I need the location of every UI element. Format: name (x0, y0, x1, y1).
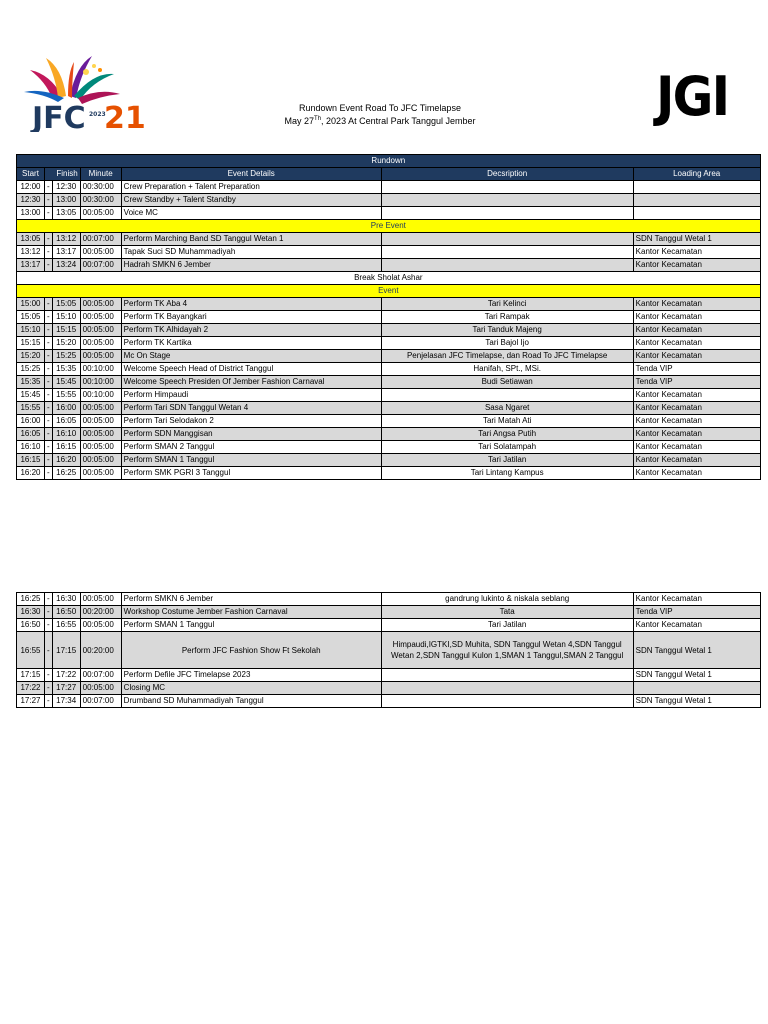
start-cell: 12:00 (17, 181, 45, 194)
dash-cell: - (45, 376, 53, 389)
start-cell: 16:55 (17, 632, 45, 669)
finish-cell: 15:45 (52, 376, 80, 389)
description-cell (381, 233, 633, 246)
minute-cell: 00:05:00 (80, 428, 121, 441)
details-cell: Welcome Speech Presiden Of Jember Fashion Carnaval (121, 376, 381, 389)
details-cell: Perform SMAN 1 Tanggul (121, 619, 381, 632)
minute-cell: 00:05:00 (80, 350, 121, 363)
rundown-table-continued (16, 592, 761, 708)
loading-area-cell: Kantor Kecamatan (633, 350, 760, 363)
finish-cell: 16:30 (52, 593, 80, 606)
details-cell: Perform JFC Fashion Show Ft Sekolah (121, 632, 381, 669)
document-subtitle: May 27Th, 2023 At Central Park Tanggul Jember (284, 116, 476, 126)
document-title: Rundown Event Road To JFC Timelapse (299, 103, 461, 113)
minute-cell: 00:05:00 (80, 619, 121, 632)
minute-cell: 00:05:00 (80, 207, 121, 220)
col-description-header: Decsription (381, 168, 633, 181)
finish-cell: 17:27 (52, 682, 80, 695)
description-cell (381, 246, 633, 259)
description-cell: Tari Angsa Putih (381, 428, 633, 441)
minute-cell: 00:07:00 (80, 695, 121, 708)
finish-cell: 15:35 (52, 363, 80, 376)
finish-cell: 13:24 (52, 259, 80, 272)
loading-area-cell: SDN Tanggul Wetal 1 (633, 695, 760, 708)
start-cell: 16:30 (17, 606, 45, 619)
details-cell: Perform TK Aba 4 (121, 298, 381, 311)
description-cell: Tari Solatampah (381, 441, 633, 454)
loading-area-cell: Kantor Kecamatan (633, 619, 760, 632)
table-row (17, 428, 761, 441)
table-row (17, 695, 761, 708)
col-start-header: Start (17, 168, 45, 181)
start-cell: 15:25 (17, 363, 45, 376)
dash-cell: - (45, 194, 53, 207)
finish-cell: 15:55 (52, 389, 80, 402)
minute-cell: 00:10:00 (80, 376, 121, 389)
details-cell: Perform SMAN 2 Tanggul (121, 441, 381, 454)
start-cell: 13:00 (17, 207, 45, 220)
loading-area-cell (633, 181, 760, 194)
table-row (17, 619, 761, 632)
description-cell: Hanifah, SPt., MSi. (381, 363, 633, 376)
finish-cell: 15:25 (52, 350, 80, 363)
table-row (17, 311, 761, 324)
details-cell: Voice MC (121, 207, 381, 220)
table-row (17, 259, 761, 272)
table-row (17, 415, 761, 428)
break-row: Break Sholat Ashar (17, 272, 761, 285)
description-cell (381, 682, 633, 695)
minute-cell: 00:05:00 (80, 682, 121, 695)
col-minute-header: Minute (80, 168, 121, 181)
details-cell: Mc On Stage (121, 350, 381, 363)
loading-area-cell: Kantor Kecamatan (633, 415, 760, 428)
dash-cell: - (45, 233, 53, 246)
table-row (17, 682, 761, 695)
finish-cell: 13:17 (52, 246, 80, 259)
dash-cell: - (45, 311, 53, 324)
details-cell: Crew Standby + Talent Standby (121, 194, 381, 207)
dash-cell: - (45, 454, 53, 467)
start-cell: 13:12 (17, 246, 45, 259)
dash-cell: - (45, 593, 53, 606)
description-cell: Tari Jatilan (381, 454, 633, 467)
dash-cell: - (45, 350, 53, 363)
table-row (17, 298, 761, 311)
table-row (17, 376, 761, 389)
start-cell: 16:00 (17, 415, 45, 428)
dash-cell: - (45, 682, 53, 695)
start-cell: 15:15 (17, 337, 45, 350)
loading-area-cell: Kantor Kecamatan (633, 428, 760, 441)
dash-cell: - (45, 428, 53, 441)
minute-cell: 00:05:00 (80, 337, 121, 350)
minute-cell: 00:10:00 (80, 389, 121, 402)
finish-cell: 15:15 (52, 324, 80, 337)
finish-cell: 17:22 (52, 669, 80, 682)
details-cell: Perform Marching Band SD Tanggul Wetan 1 (121, 233, 381, 246)
minute-cell: 00:05:00 (80, 467, 121, 480)
loading-area-cell: Tenda VIP (633, 606, 760, 619)
loading-area-cell: SDN Tanggul Wetal 1 (633, 632, 760, 669)
table-row (17, 194, 761, 207)
finish-cell: 16:00 (52, 402, 80, 415)
loading-area-cell: Kantor Kecamatan (633, 337, 760, 350)
start-cell: 15:55 (17, 402, 45, 415)
dash-cell: - (45, 467, 53, 480)
start-cell: 16:10 (17, 441, 45, 454)
description-cell: Himpaudi,IGTKI,SD Muhita, SDN Tanggul Wetan 4,SDN Tanggul Wetan 2,SDN Tanggul Kulon 1,SMAN 1 Tanggul,SMAN 2 Tanggul (381, 632, 633, 669)
start-cell: 16:50 (17, 619, 45, 632)
description-cell (381, 259, 633, 272)
minute-cell: 00:05:00 (80, 298, 121, 311)
finish-cell: 15:20 (52, 337, 80, 350)
table-row (17, 246, 761, 259)
start-cell: 13:17 (17, 259, 45, 272)
start-cell: 17:27 (17, 695, 45, 708)
loading-area-cell: Kantor Kecamatan (633, 389, 760, 402)
dash-cell: - (45, 207, 53, 220)
loading-area-cell: SDN Tanggul Wetal 1 (633, 669, 760, 682)
finish-cell: 15:10 (52, 311, 80, 324)
finish-cell: 16:15 (52, 441, 80, 454)
table-row (17, 467, 761, 480)
jfc21-logo (22, 52, 147, 132)
dash-cell: - (45, 606, 53, 619)
description-cell (381, 389, 633, 402)
dash-cell: - (45, 181, 53, 194)
minute-cell: 00:30:00 (80, 181, 121, 194)
dash-cell: - (45, 402, 53, 415)
loading-area-cell: Tenda VIP (633, 376, 760, 389)
loading-area-cell: Kantor Kecamatan (633, 311, 760, 324)
minute-cell: 00:10:00 (80, 363, 121, 376)
jgi-logo: JGI (656, 65, 729, 128)
minute-cell: 00:07:00 (80, 233, 121, 246)
start-cell: 17:15 (17, 669, 45, 682)
table-row (17, 441, 761, 454)
finish-cell: 16:50 (52, 606, 80, 619)
feather-crest-icon (24, 56, 120, 104)
dash-cell: - (45, 415, 53, 428)
dash-cell: - (45, 695, 53, 708)
finish-cell: 13:12 (52, 233, 80, 246)
loading-area-cell: SDN Tanggul Wetal 1 (633, 233, 760, 246)
description-cell: Tari Matah Ati (381, 415, 633, 428)
table-row (17, 593, 761, 606)
start-cell: 16:20 (17, 467, 45, 480)
description-cell (381, 181, 633, 194)
loading-area-cell (633, 194, 760, 207)
description-cell: gandrung lukinto & niskala seblang (381, 593, 633, 606)
dash-cell: - (45, 632, 53, 669)
dash-cell: - (45, 324, 53, 337)
details-cell: Perform SMAN 1 Tanggul (121, 454, 381, 467)
dash-cell: - (45, 363, 53, 376)
minute-cell: 00:05:00 (80, 246, 121, 259)
loading-area-cell: Kantor Kecamatan (633, 593, 760, 606)
details-cell: Crew Preparation + Talent Preparation (121, 181, 381, 194)
table-row (17, 337, 761, 350)
dash-cell: - (45, 669, 53, 682)
start-cell: 17:22 (17, 682, 45, 695)
details-cell: Perform Defile JFC Timelapse 2023 (121, 669, 381, 682)
description-cell: Tari Bajol Ijo (381, 337, 633, 350)
description-cell: Tari Jatilan (381, 619, 633, 632)
rundown-table (16, 154, 761, 480)
section-event: Event (17, 285, 761, 298)
loading-area-cell: Kantor Kecamatan (633, 298, 760, 311)
description-cell: Tari Kelinci (381, 298, 633, 311)
finish-cell: 12:30 (52, 181, 80, 194)
minute-cell: 00:05:00 (80, 415, 121, 428)
dash-cell: - (45, 298, 53, 311)
dash-cell: - (45, 259, 53, 272)
start-cell: 12:30 (17, 194, 45, 207)
table-row (17, 363, 761, 376)
loading-area-cell: Kantor Kecamatan (633, 246, 760, 259)
loading-area-cell: Kantor Kecamatan (633, 324, 760, 337)
minute-cell: 00:20:00 (80, 632, 121, 669)
loading-area-cell (633, 682, 760, 695)
description-cell: Tata (381, 606, 633, 619)
details-cell: Perform Tari SDN Tanggul Wetan 4 (121, 402, 381, 415)
details-cell: Tapak Suci SD Muhammadiyah (121, 246, 381, 259)
minute-cell: 00:05:00 (80, 593, 121, 606)
loading-area-cell: Kantor Kecamatan (633, 454, 760, 467)
start-cell: 15:45 (17, 389, 45, 402)
description-cell: Sasa Ngaret (381, 402, 633, 415)
finish-cell: 16:25 (52, 467, 80, 480)
minute-cell: 00:07:00 (80, 259, 121, 272)
description-cell: Penjelasan JFC Timelapse, dan Road To JFC Timelapse (381, 350, 633, 363)
finish-cell: 13:05 (52, 207, 80, 220)
table-row (17, 233, 761, 246)
table-row (17, 207, 761, 220)
start-cell: 15:35 (17, 376, 45, 389)
details-cell: Perform Himpaudi (121, 389, 381, 402)
logo-jfc-text: JFC (32, 101, 86, 132)
table-row (17, 181, 761, 194)
minute-cell: 00:05:00 (80, 402, 121, 415)
description-cell: Tari Tanduk Majeng (381, 324, 633, 337)
loading-area-cell: Tenda VIP (633, 363, 760, 376)
col-loading-area-header: Loading Area (633, 168, 760, 181)
minute-cell: 00:07:00 (80, 669, 121, 682)
dash-cell: - (45, 619, 53, 632)
details-cell: Workshop Costume Jember Fashion Carnaval (121, 606, 381, 619)
table-row (17, 632, 761, 669)
start-cell: 15:05 (17, 311, 45, 324)
description-cell: Budi Setiawan (381, 376, 633, 389)
loading-area-cell: Kantor Kecamatan (633, 467, 760, 480)
table-row (17, 324, 761, 337)
minute-cell: 00:20:00 (80, 606, 121, 619)
loading-area-cell: Kantor Kecamatan (633, 402, 760, 415)
start-cell: 15:20 (17, 350, 45, 363)
description-cell: Tari Lintang Kampus (381, 467, 633, 480)
table-row (17, 606, 761, 619)
description-cell (381, 194, 633, 207)
start-cell: 15:00 (17, 298, 45, 311)
logo-number-text: 21 (104, 101, 146, 132)
table-row (17, 669, 761, 682)
minute-cell: 00:05:00 (80, 324, 121, 337)
start-cell: 13:05 (17, 233, 45, 246)
dash-cell: - (45, 246, 53, 259)
minute-cell: 00:05:00 (80, 311, 121, 324)
details-cell: Perform TK Kartika (121, 337, 381, 350)
description-cell: Tari Rampak (381, 311, 633, 324)
details-cell: Perform TK Alhidayah 2 (121, 324, 381, 337)
finish-cell: 16:05 (52, 415, 80, 428)
finish-cell: 16:10 (52, 428, 80, 441)
col-details-header: Event Details (121, 168, 381, 181)
start-cell: 16:25 (17, 593, 45, 606)
loading-area-cell (633, 207, 760, 220)
finish-cell: 16:20 (52, 454, 80, 467)
table-row (17, 454, 761, 467)
finish-cell: 17:34 (52, 695, 80, 708)
details-cell: Perform SMK PGRI 3 Tanggul (121, 467, 381, 480)
description-cell (381, 669, 633, 682)
loading-area-cell: Kantor Kecamatan (633, 441, 760, 454)
start-cell: 16:05 (17, 428, 45, 441)
dash-cell: - (45, 441, 53, 454)
details-cell: Perform SMKN 6 Jember (121, 593, 381, 606)
details-cell: Closing MC (121, 682, 381, 695)
finish-cell: 17:15 (52, 632, 80, 669)
details-cell: Hadrah SMKN 6 Jember (121, 259, 381, 272)
details-cell: Perform SDN Manggisan (121, 428, 381, 441)
section-pre-event: Pre Event (17, 220, 761, 233)
finish-cell: 13:00 (52, 194, 80, 207)
loading-area-cell: Kantor Kecamatan (633, 259, 760, 272)
description-cell (381, 207, 633, 220)
details-cell: Drumband SD Muhammadiyah Tanggul (121, 695, 381, 708)
logo-year-text: 2023 (89, 111, 106, 118)
table-row (17, 389, 761, 402)
description-cell (381, 695, 633, 708)
dash-cell: - (45, 337, 53, 350)
details-cell: Perform TK Bayangkari (121, 311, 381, 324)
details-cell: Perform Tari Selodakon 2 (121, 415, 381, 428)
start-cell: 15:10 (17, 324, 45, 337)
finish-cell: 16:55 (52, 619, 80, 632)
minute-cell: 00:05:00 (80, 454, 121, 467)
details-cell: Welcome Speech Head of District Tanggul (121, 363, 381, 376)
start-cell: 16:15 (17, 454, 45, 467)
table-title: Rundown (17, 155, 761, 168)
table-row (17, 402, 761, 415)
dash-cell: - (45, 389, 53, 402)
finish-cell: 15:05 (52, 298, 80, 311)
table-row (17, 350, 761, 363)
minute-cell: 00:05:00 (80, 441, 121, 454)
col-finish-header: Finish (45, 168, 81, 181)
minute-cell: 00:30:00 (80, 194, 121, 207)
